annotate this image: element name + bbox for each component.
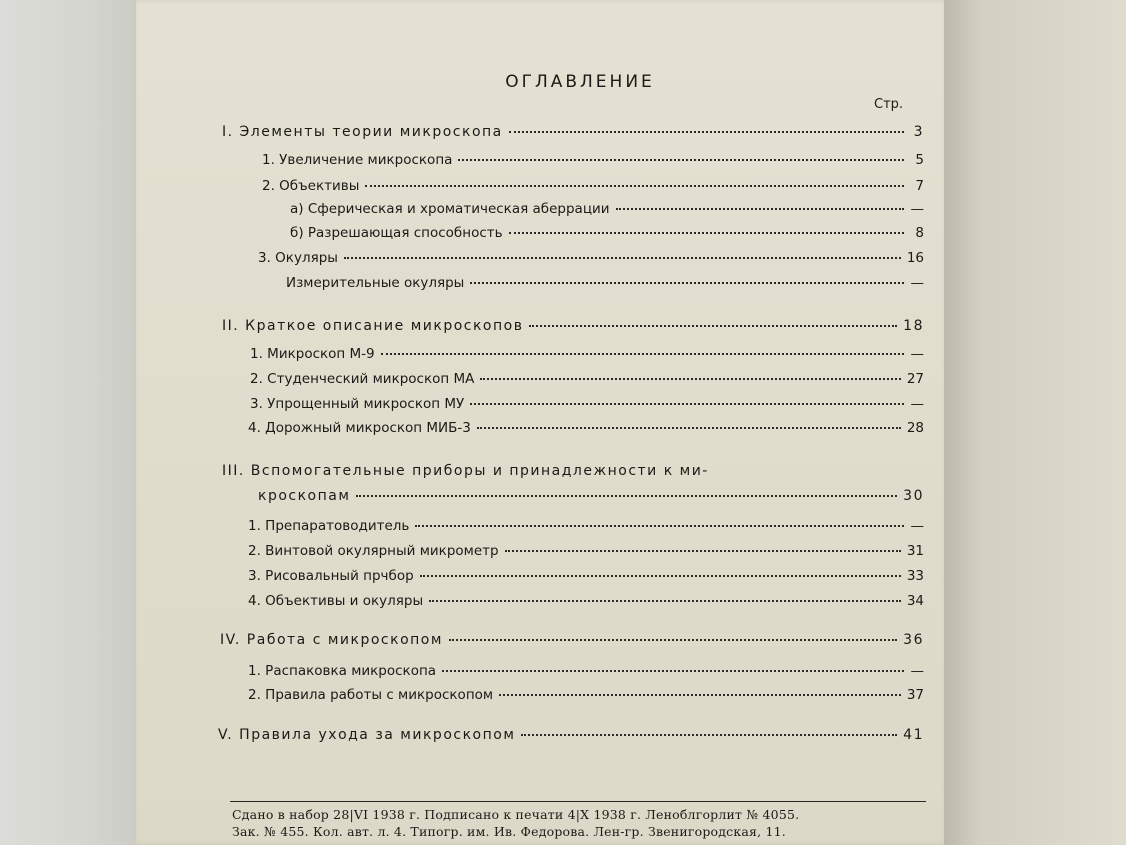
toc-entry: I. Элементы теории микроскопа 3 <box>222 124 924 140</box>
toc-entry: Измерительные окуляры — <box>286 275 924 291</box>
page-column-label: Стр. <box>874 97 904 112</box>
toc-entry: 1. Увеличение микроскопа 5 <box>262 152 924 168</box>
toc-entry: 2. Объективы 7 <box>262 178 924 194</box>
toc-entry: 3. Окуляры 16 <box>258 250 924 266</box>
toc-entry: 2. Винтовой окулярный микрометр 31 <box>248 543 924 559</box>
toc-entry: кроскопам 30 <box>258 488 924 504</box>
toc-entry: 1. Препаратоводитель — <box>248 518 924 534</box>
imprint-rule <box>230 801 926 802</box>
toc-entry: 4. Дорожный микроскоп МИБ-3 28 <box>248 420 924 436</box>
toc-entry: 2. Студенческий микроскоп МА 27 <box>250 371 924 387</box>
imprint-line-1: Сдано в набор 28|VI 1938 г. Подписано к печати 4|X 1938 г. Леноблгорлит № 4055. <box>232 807 800 822</box>
toc-entry: II. Краткое описание микроскопов 18 <box>222 318 924 334</box>
toc-entry-wrapped: III. Вспомогательные приборы и принадлежности к ми- <box>222 463 709 479</box>
toc-entry: 1. Распаковка микроскопа — <box>248 663 924 679</box>
toc-entry: 1. Микроскоп М-9 — <box>250 346 924 362</box>
toc-entry: IV. Работа с микроскопом 36 <box>220 632 924 648</box>
toc-entry: 4. Объективы и окуляры 34 <box>248 593 924 609</box>
toc-entry: 3. Рисовальный прчбор 33 <box>248 568 924 584</box>
page-title: ОГЛАВЛЕНИЕ <box>505 72 655 92</box>
imprint-line-2: Зак. № 455. Кол. авт. л. 4. Типогр. им. Ив. Федорова. Лен-гр. Звенигородская, 11. <box>232 824 786 839</box>
toc-entry: б) Разрешающая способность 8 <box>290 225 924 241</box>
toc-entry: 2. Правила работы с микроскопом 37 <box>248 687 924 703</box>
toc-entry: V. Правила ухода за микроскопом 41 <box>218 727 924 743</box>
toc-entry: 3. Упрощенный микроскоп МУ — <box>250 396 924 412</box>
toc-entry: а) Сферическая и хроматическая аберрации — <box>290 201 924 217</box>
